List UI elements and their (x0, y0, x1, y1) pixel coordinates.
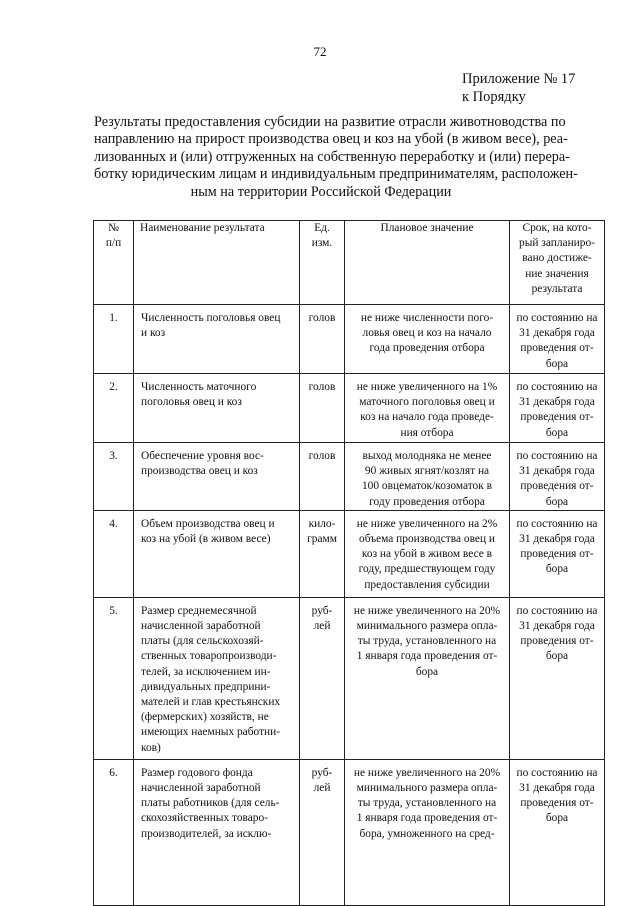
cell-line: бора (545, 650, 569, 663)
cell-line: году, предшествующем году (358, 563, 496, 576)
cell-line: по состоянию на (516, 381, 598, 393)
cell-line: году проведения отбора (369, 495, 485, 508)
cell-line: не ниже увеличенного на 20% (353, 766, 501, 779)
cell-line: лей (313, 782, 331, 795)
result-term (510, 374, 605, 443)
row-number: 2. (94, 374, 134, 443)
result-term (510, 305, 605, 374)
cell-line: кило- (308, 517, 336, 530)
cell-line: проведения от- (520, 797, 594, 810)
cell-line: ты труда, установленного на (357, 635, 497, 648)
cell-line: платы (для сельскохозяй- (141, 635, 264, 648)
header-plan (345, 221, 510, 305)
cell-line: ственных товаропроизводи- (141, 650, 277, 663)
result-plan (345, 374, 510, 443)
cell-line: не ниже увеличенного на 2% (356, 517, 498, 530)
cell-line: ловья овец и коз на начало (362, 327, 492, 340)
row-number: 3. (94, 443, 134, 511)
result-plan (345, 759, 510, 905)
cell-line: коз на убой (в живом весе) (141, 533, 271, 546)
cell-line: ков) (141, 741, 161, 754)
cell-line: 31 декабря года (519, 782, 595, 795)
results-table (93, 220, 605, 906)
result-term (510, 759, 605, 905)
cell-line: Ед. (314, 222, 330, 234)
cell-line: по состоянию на (516, 312, 598, 324)
cell-line: голов (308, 381, 336, 393)
cell-line: № (108, 222, 119, 234)
cell-line: проведения от- (520, 635, 594, 648)
document-heading (94, 114, 578, 201)
table-row (94, 510, 605, 597)
cell-line: проведения от- (520, 411, 594, 424)
cell-line: и коз (141, 327, 166, 340)
cell-line: платы работников (для сель- (141, 797, 280, 810)
heading-line: ботку юридическим лицам и индивидуальным предпринимателям, расположен- (94, 166, 578, 183)
cell-line: вано достиже- (522, 252, 592, 265)
cell-line: 90 живых ягнят/козлят на (364, 465, 490, 478)
cell-line: руб- (311, 766, 333, 779)
result-plan (345, 443, 510, 511)
cell-line: Размер годового фонда (141, 766, 253, 779)
table-row (94, 759, 605, 905)
cell-line: скохозяйственных товаро- (141, 812, 268, 825)
cell-line: Обеспечение уровня вос- (141, 450, 264, 462)
cell-line: Размер среднемесячной (141, 604, 257, 617)
cell-line: телей, за исключением ин- (141, 665, 271, 678)
cell-line: маточного поголовья овец и (359, 396, 495, 409)
cell-line: ния отбора (400, 426, 454, 439)
cell-line: Численность поголовья овец (141, 312, 281, 324)
cell-line: 1 января года проведения от- (356, 650, 498, 663)
cell-line: ние значения (525, 267, 589, 280)
table-header-row (94, 221, 605, 305)
table-row (94, 305, 605, 374)
cell-line: минимального размера опла- (356, 620, 498, 633)
table-row (94, 597, 605, 759)
row-number: 1. (94, 305, 134, 374)
cell-line: 31 декабря года (519, 533, 595, 546)
result-term (510, 510, 605, 597)
cell-line: (фермерских) хозяйств, не (141, 711, 269, 724)
result-name (134, 597, 300, 759)
cell-line: производства овец и коз (141, 465, 258, 478)
cell-line: года проведения отбора (369, 342, 485, 355)
heading-line: Результаты предоставления субсидии на развитие отрасли животноводства по (94, 114, 566, 130)
appendix-label (462, 70, 575, 106)
cell-line: мателей и глав крестьянских (141, 696, 281, 709)
cell-line: по состоянию на (516, 450, 598, 462)
cell-line: руб- (311, 604, 333, 617)
result-name (134, 374, 300, 443)
cell-line: результата (531, 282, 583, 295)
cell-line: бора (545, 812, 569, 825)
heading-line: ным на территории Российской Федерации (190, 183, 452, 200)
cell-line: голов (308, 450, 336, 462)
heading-line: лизованных и (или) отгруженных на собственную переработку и (или) перера- (94, 148, 570, 165)
cell-line: проведения от- (520, 548, 594, 561)
cell-line: поголовья овец и коз (141, 396, 242, 409)
cell-line: коз на убой в живом весе в (361, 548, 493, 561)
cell-line: начисленной заработной (141, 620, 261, 633)
result-unit (300, 597, 345, 759)
cell-line: Плановое значение (380, 222, 474, 234)
result-term (510, 597, 605, 759)
cell-line: не ниже увеличенного на 20% (353, 604, 501, 617)
result-plan (345, 305, 510, 374)
cell-line: дивидуальных предприни- (141, 680, 271, 693)
cell-line: предоставления субсидии (364, 578, 490, 591)
result-unit (300, 374, 345, 443)
header-term (510, 221, 605, 305)
cell-line: проведения от- (520, 480, 594, 493)
cell-line: объема производства овец и (359, 533, 495, 546)
cell-line: бора (415, 665, 439, 678)
cell-line: бора, умноженного на сред- (359, 827, 495, 840)
result-name (134, 305, 300, 374)
cell-line: не ниже численности пого- (360, 312, 494, 324)
cell-line: начисленной заработной (141, 782, 261, 795)
row-number: 6. (94, 759, 134, 905)
cell-line: рый запланиро- (519, 237, 595, 250)
cell-line: 31 декабря года (519, 327, 595, 340)
result-plan (345, 510, 510, 597)
cell-line: Наименование результата (140, 222, 265, 234)
cell-line: грамм (307, 533, 337, 546)
row-number: 5. (94, 597, 134, 759)
page-number: 72 (313, 44, 327, 59)
cell-line: производителей, за исклю- (141, 827, 272, 840)
header-number (94, 221, 134, 305)
cell-line: ты труда, установленного на (357, 797, 497, 810)
cell-line: минимального размера опла- (356, 782, 498, 795)
cell-line: бора (545, 495, 569, 508)
appendix-line: к Порядку (462, 89, 526, 105)
result-unit (300, 305, 345, 374)
cell-line: выход молодняка не менее (362, 450, 492, 462)
cell-line: 1 января года проведения от- (356, 812, 498, 825)
result-term (510, 443, 605, 511)
cell-line: 31 декабря года (519, 620, 595, 633)
cell-line: 100 овцематок/козоматок в (361, 480, 492, 493)
cell-line: Срок, на кото- (522, 222, 592, 234)
cell-line: проведения от- (520, 342, 594, 355)
cell-line: 31 декабря года (519, 396, 595, 409)
result-unit (300, 759, 345, 905)
header-name (134, 221, 300, 305)
cell-line: лей (313, 620, 331, 633)
cell-line: по состоянию на (516, 604, 598, 617)
header-unit (300, 221, 345, 305)
result-name (134, 759, 300, 905)
cell-line: имеющих наемных работни- (141, 726, 281, 739)
cell-line: бора (545, 563, 569, 576)
cell-line: коз на начало года проведе- (360, 411, 494, 424)
cell-line: 31 декабря года (519, 465, 595, 478)
table-row (94, 443, 605, 511)
cell-line: изм. (311, 237, 333, 250)
result-plan (345, 597, 510, 759)
heading-line: направлению на прирост производства овец и коз на убой (в живом весе), реа- (94, 131, 568, 148)
cell-line: бора (545, 426, 569, 439)
cell-line: п/п (105, 237, 122, 250)
cell-line: Объем производства овец и (141, 517, 275, 530)
cell-line: не ниже увеличенного на 1% (356, 381, 498, 393)
result-unit (300, 510, 345, 597)
cell-line: голов (308, 312, 336, 324)
result-name (134, 510, 300, 597)
result-unit (300, 443, 345, 511)
result-name (134, 443, 300, 511)
table-row (94, 374, 605, 443)
row-number: 4. (94, 510, 134, 597)
cell-line: бора (545, 357, 569, 370)
cell-line: Численность маточного (141, 381, 257, 393)
cell-line: по состоянию на (516, 517, 598, 530)
cell-line: по состоянию на (516, 766, 598, 779)
appendix-line: Приложение № 17 (462, 71, 576, 87)
